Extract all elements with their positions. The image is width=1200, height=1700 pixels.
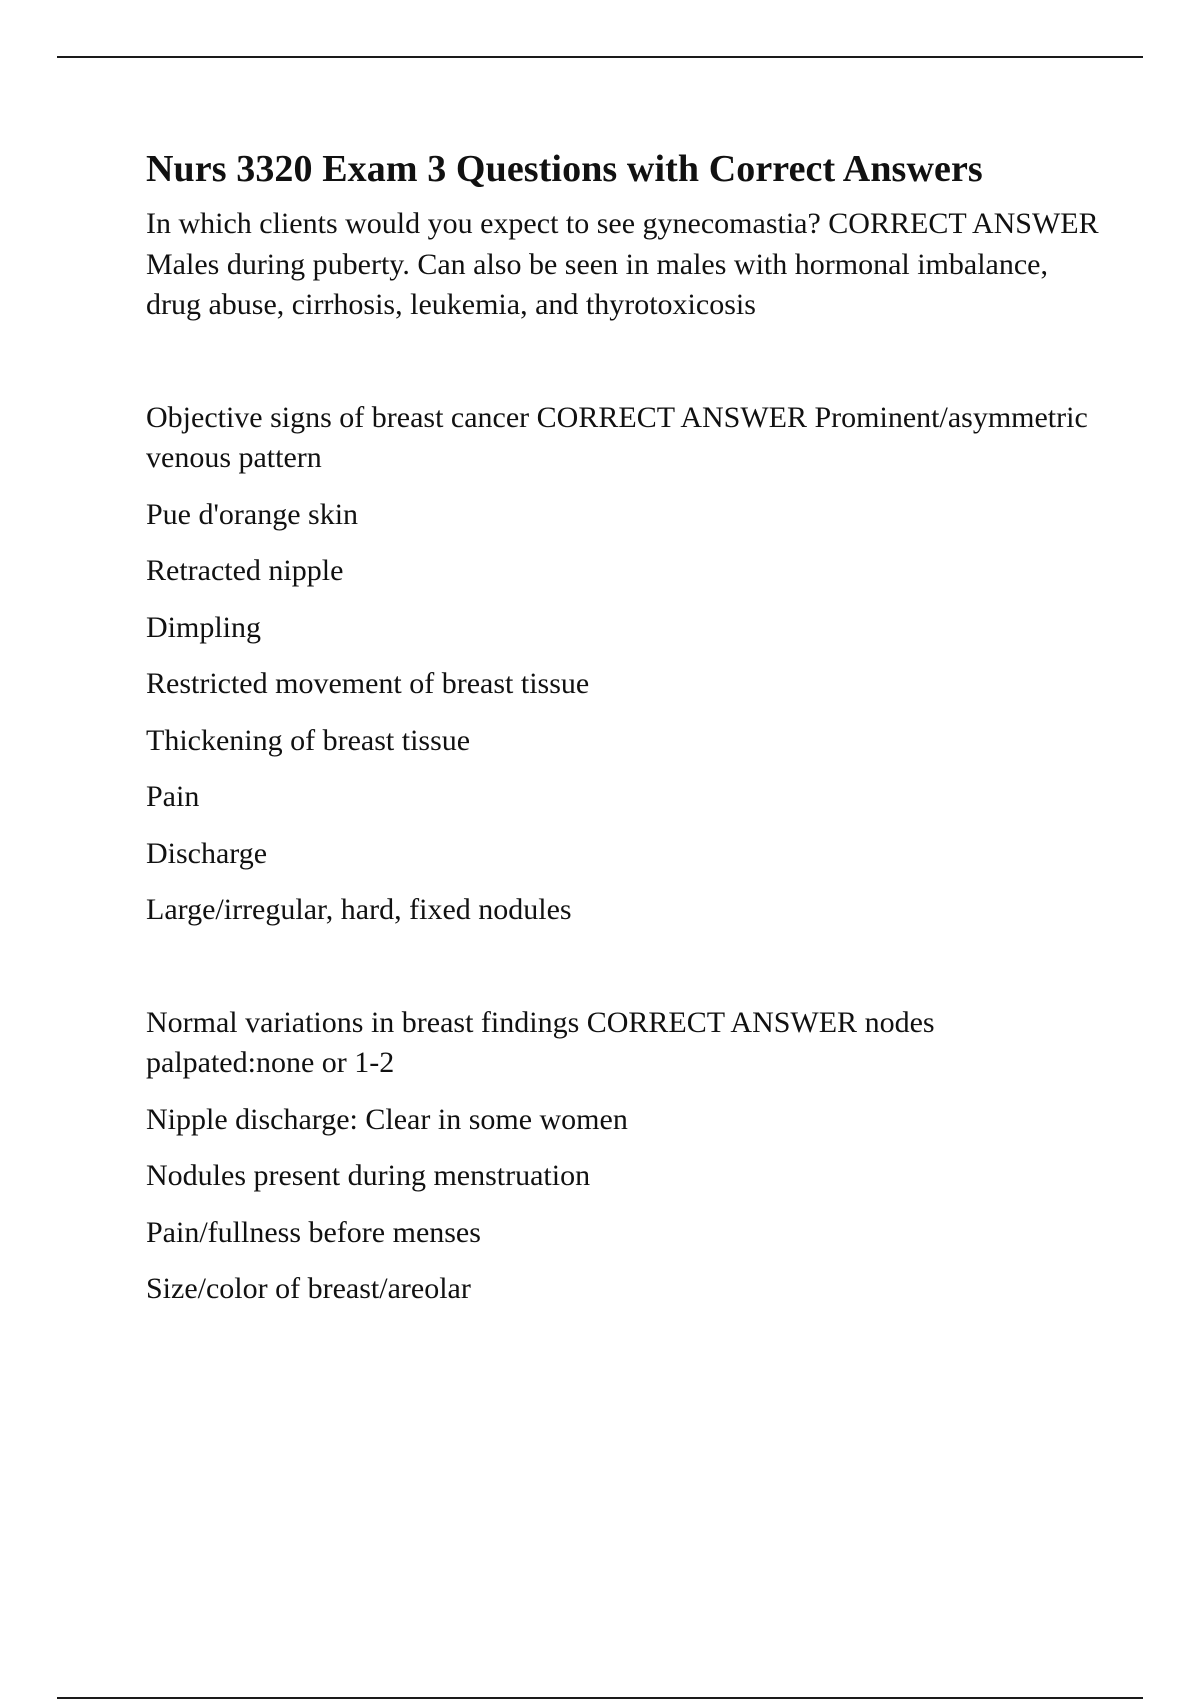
list-item: Large/irregular, hard, fixed nodules [146, 893, 572, 926]
question-answer: Objective signs of breast cancer CORRECT ANSWER Prominent/asymmetric venous pattern [146, 400, 1088, 474]
list-item: Discharge [146, 836, 268, 870]
header-rule [57, 56, 1143, 58]
list-item: Pain/fullness before menses [146, 1215, 481, 1249]
document-body [146, 143, 1106, 1310]
list-item: Thickening of breast tissue [146, 723, 471, 757]
list-item: Nipple discharge: Clear in some women [146, 1102, 628, 1136]
list-item: Restricted movement of breast tissue [146, 667, 590, 700]
qa-block-2 [146, 398, 1106, 931]
footer-rule [57, 1697, 1143, 1699]
list-item: Pain [146, 780, 200, 813]
list-item: Pue d'orange skin [146, 497, 359, 531]
list-item: Dimpling [146, 610, 262, 644]
document-title: Nurs 3320 Exam 3 Questions with Correct Answers [146, 148, 983, 190]
list-item: Retracted nipple [146, 554, 344, 587]
qa-block-1 [146, 204, 1106, 326]
list-item: Size/color of breast/areolar [146, 1272, 471, 1305]
qa-block-3 [146, 1003, 1106, 1310]
list-item: Nodules present during menstruation [146, 1159, 591, 1192]
question-answer: In which clients would you expect to see gynecomastia? CORRECT ANSWER Males during puberty. Can also be seen in males with hormonal imbalance, drug abuse, cirrhosis, leukemia, and thyrotoxicosis [146, 207, 1099, 321]
question-answer: Normal variations in breast findings CORRECT ANSWER nodes palpated:none or 1-2 [146, 1005, 935, 1079]
